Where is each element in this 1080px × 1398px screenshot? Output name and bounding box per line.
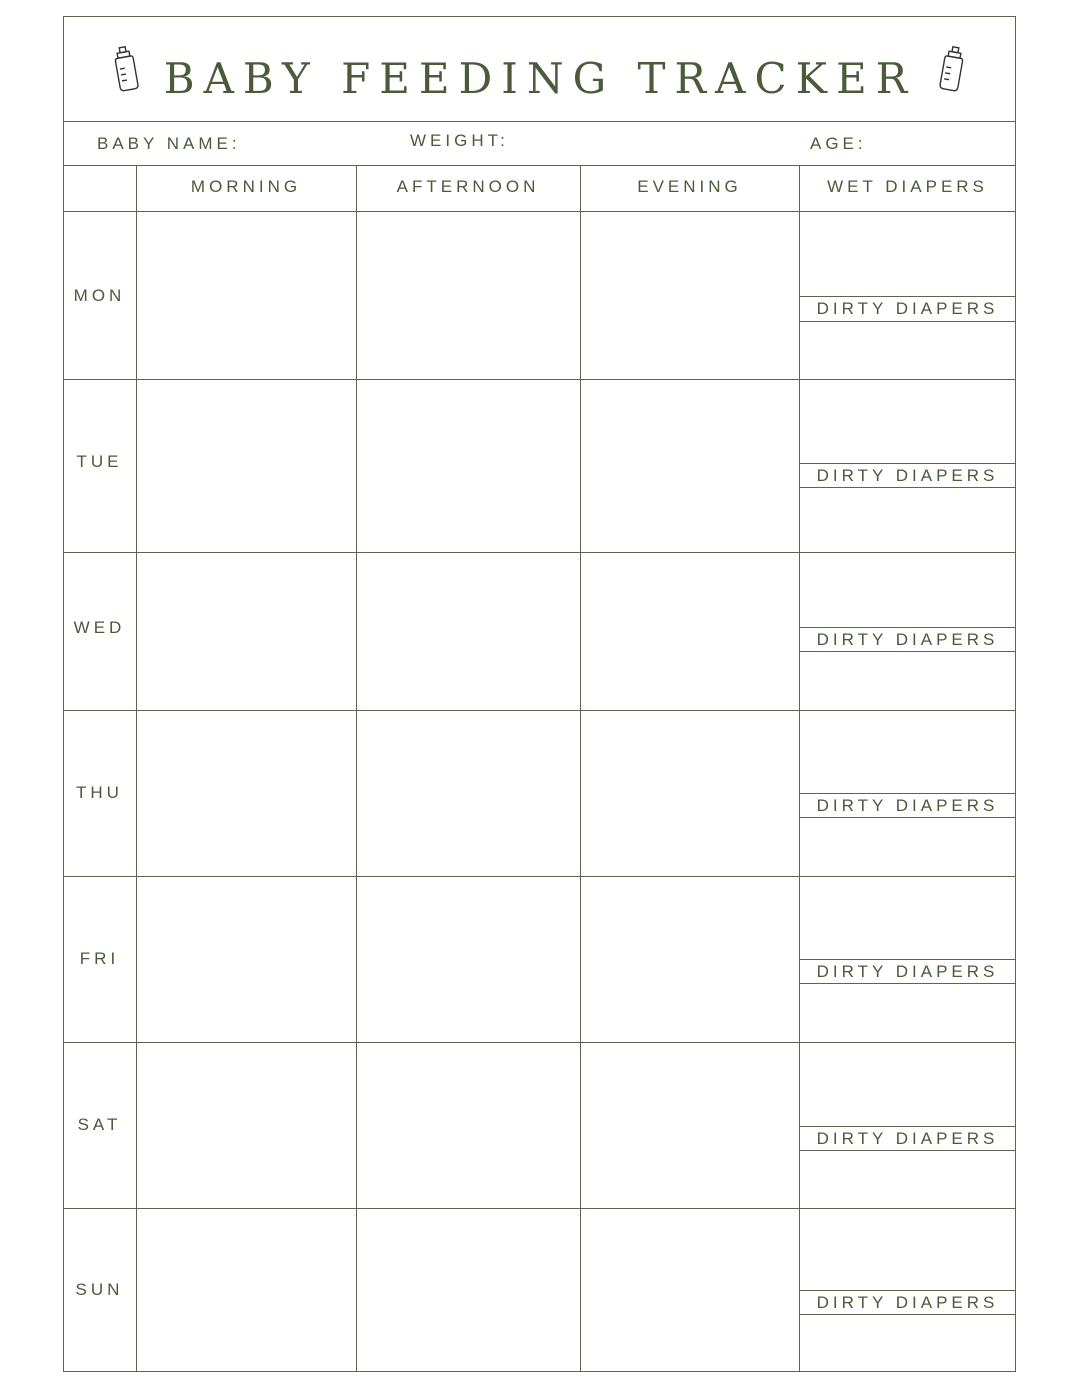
day-label-sat: SAT bbox=[77, 1115, 122, 1134]
diaper-divider bbox=[799, 983, 1016, 984]
divider bbox=[63, 165, 1016, 166]
day-label-mon: MON bbox=[73, 286, 126, 305]
dirty-diapers-label: DIRTY DIAPERS bbox=[816, 796, 999, 815]
row-divider bbox=[63, 710, 1016, 711]
page-title: BABY FEEDING TRACKER bbox=[163, 54, 917, 103]
dirty-diapers-label: DIRTY DIAPERS bbox=[816, 962, 999, 981]
diaper-divider bbox=[799, 487, 1016, 488]
dirty-diapers-label: DIRTY DIAPERS bbox=[816, 299, 999, 318]
column-header-evening: EVENING bbox=[637, 177, 742, 196]
day-label-tue: TUE bbox=[76, 452, 123, 471]
column-header-afternoon: AFTERNOON bbox=[396, 177, 540, 196]
divider bbox=[63, 121, 1016, 122]
day-label-thu: THU bbox=[76, 783, 123, 802]
weight-label: WEIGHT: bbox=[410, 131, 509, 150]
baby-bottle-icon bbox=[934, 44, 970, 94]
dirty-diapers-label: DIRTY DIAPERS bbox=[816, 1129, 999, 1148]
diaper-divider bbox=[799, 1290, 1016, 1291]
diaper-divider bbox=[799, 296, 1016, 297]
row-divider bbox=[63, 552, 1016, 553]
column-header-wet-diapers: WET DIAPERS bbox=[827, 177, 988, 196]
baby-name-label: BABY NAME: bbox=[97, 134, 241, 153]
diaper-divider bbox=[799, 793, 1016, 794]
dirty-diapers-label: DIRTY DIAPERS bbox=[816, 466, 999, 485]
column-divider bbox=[136, 165, 137, 1372]
dirty-diapers-label: DIRTY DIAPERS bbox=[816, 630, 999, 649]
age-label: AGE: bbox=[810, 134, 867, 153]
diaper-divider bbox=[799, 321, 1016, 322]
diaper-divider bbox=[799, 627, 1016, 628]
diaper-divider bbox=[799, 1314, 1016, 1315]
column-divider bbox=[580, 165, 581, 1372]
diaper-divider bbox=[799, 1126, 1016, 1127]
day-label-sun: SUN bbox=[75, 1280, 124, 1299]
diaper-divider bbox=[799, 651, 1016, 652]
day-label-fri: FRI bbox=[79, 949, 120, 968]
divider bbox=[63, 211, 1016, 212]
column-divider bbox=[356, 165, 357, 1372]
column-divider bbox=[799, 165, 800, 1372]
column-header-morning: MORNING bbox=[190, 177, 302, 196]
diaper-divider bbox=[799, 463, 1016, 464]
dirty-diapers-label: DIRTY DIAPERS bbox=[816, 1293, 999, 1312]
tracker-sheet bbox=[63, 16, 1016, 1372]
row-divider bbox=[63, 379, 1016, 380]
row-divider bbox=[63, 1208, 1016, 1209]
diaper-divider bbox=[799, 1150, 1016, 1151]
row-divider bbox=[63, 1042, 1016, 1043]
day-label-wed: WED bbox=[73, 618, 126, 637]
row-divider bbox=[63, 876, 1016, 877]
diaper-divider bbox=[799, 959, 1016, 960]
diaper-divider bbox=[799, 817, 1016, 818]
